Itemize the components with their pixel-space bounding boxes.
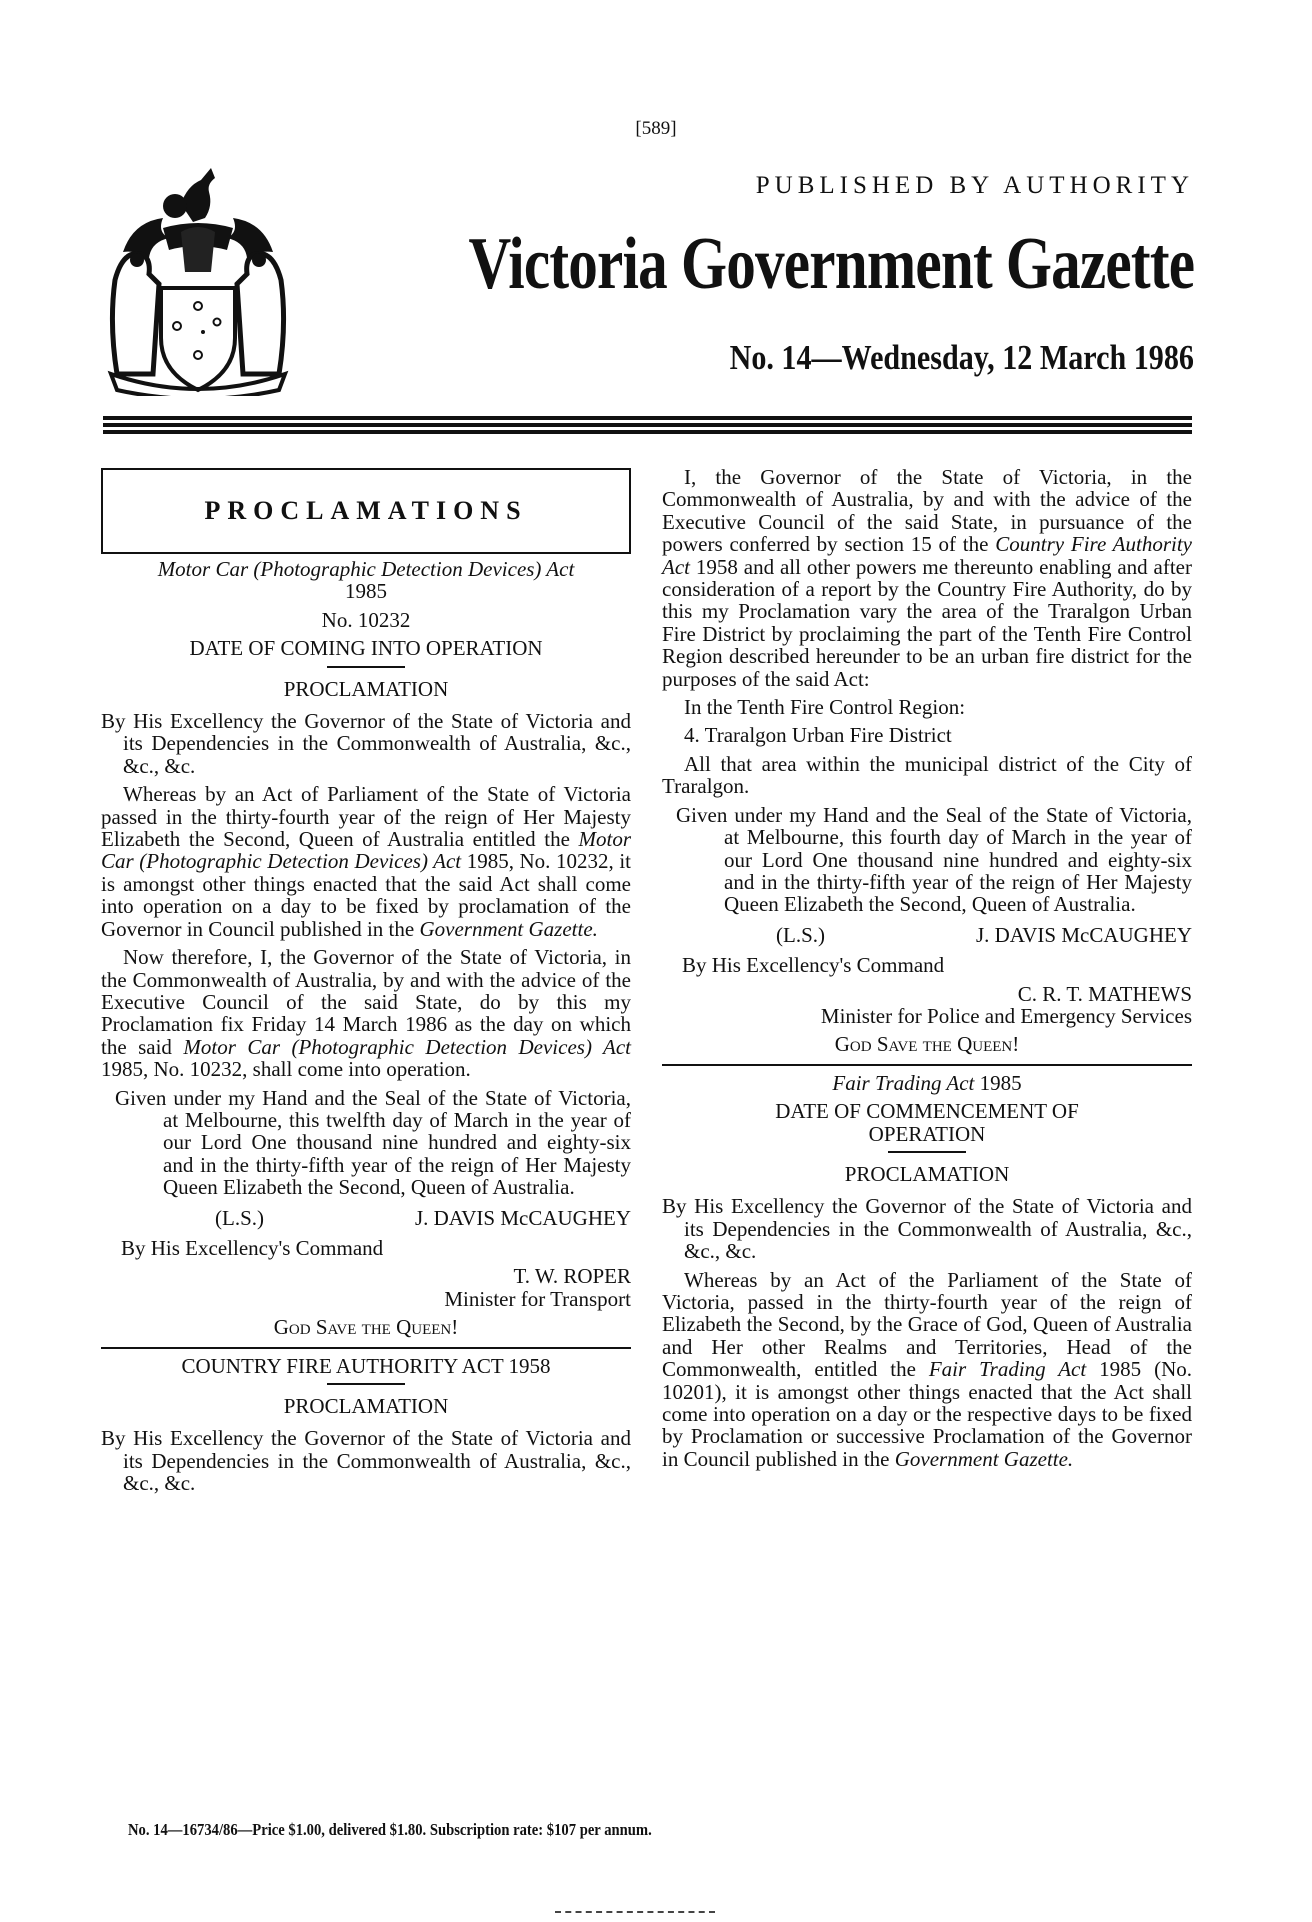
- victoria-coat-of-arms-icon: [103, 160, 293, 396]
- published-by-authority: PUBLISHED BY AUTHORITY: [755, 172, 1194, 199]
- footer-price-line: No. 14—16734/86—Price $1.00, delivered $1.80. Subscription rate: $107 per annum.: [128, 1820, 652, 1839]
- act-number: No. 10232: [321, 607, 411, 632]
- divider: [327, 1383, 405, 1385]
- minister-title: Minister for Transport: [444, 1286, 631, 1311]
- declaration-text: 1958 and all other powers me thereunto enabling and after consideration of a report by the Country Fire Authority, do by this my Proclamation vary the area of the Traralgon Urban Fire District by proclaiming the part of the Tenth Fire Control Region described hereunder to be an urban fire district for the purposes of the said Act:: [662, 554, 1192, 691]
- act-title: [662, 1072, 1192, 1094]
- command-line: By His Excellency's Command: [121, 1235, 384, 1260]
- area-description: All that area within the municipal district of the City of Traralgon.: [662, 751, 1192, 799]
- seal-mark: (L.S.): [776, 922, 825, 947]
- left-column: [101, 468, 631, 1495]
- now-text: Now therefore, I, the Governor of the State of Victoria, in the Commonwealth of Australia, by and with the advice of the Executive Council of the said State, do by this my Proclamation fix Friday 14 March 1986 as the day on which the said: [101, 945, 631, 1059]
- act-year: 1985: [345, 579, 387, 604]
- minister-title: Minister for Police and Emergency Services: [820, 1003, 1192, 1028]
- whereas-paragraph: [101, 783, 631, 940]
- now-text: 1985, No. 10232, shall come into operation.: [101, 1057, 471, 1082]
- god-save-the-queen: God Save the Queen!: [834, 1032, 1020, 1057]
- proclamations-section-box: [101, 468, 631, 554]
- gazette-name: Government Gazette.: [419, 916, 598, 941]
- whereas-text: 1985, No. 10232, it is amongst other things enacted that the said Act shall come into operation on a day to be fixed by proclamation of the Governor in Council published in the: [101, 849, 631, 941]
- section-heading: DATE OF COMING INTO OPERATION: [189, 636, 543, 661]
- governor-declaration: [662, 466, 1192, 690]
- section-title: PROCLAMATIONS: [204, 495, 528, 525]
- minister-name: C. R. T. MATHEWS: [1017, 981, 1192, 1006]
- section-heading: DATE OF COMMENCEMENT OF OPERATION: [775, 1099, 1079, 1146]
- district-line: 4. Traralgon Urban Fire District: [684, 723, 952, 748]
- act-name: Fair Trading Act: [832, 1070, 975, 1095]
- page-edge-marks: [555, 1911, 715, 1915]
- declaration-text: I, the Governor of the State of Victoria, in the Commonwealth of Australia, by and with the advice of the Executive Council of the said State, in pursuance of the powers conferred by section 15 of the: [662, 465, 1192, 557]
- section-heading: COUNTRY FIRE AUTHORITY ACT 1958: [181, 1353, 551, 1378]
- act-name: Country Fire Authority Act: [662, 532, 1193, 579]
- seal-mark: (L.S.): [215, 1205, 264, 1230]
- proclamation-heading: PROCLAMATION: [844, 1161, 1010, 1186]
- given-under-hand: Given under my Hand and the Seal of the State of Victoria, at Melbourne, this fourth day of March in the year of our Lord One thousand nine hundred and eighty-six and in the thirty-fifth year of the reign of Her Majesty Queen Elizabeth the Second, Queen of Australia.: [676, 802, 1192, 917]
- divider: [888, 1151, 966, 1153]
- gazette-title: Victoria Government Gazette: [468, 223, 1194, 305]
- act-name: Motor Car (Photographic Detection Devices) Act: [183, 1034, 631, 1059]
- by-his-excellency: By His Excellency the Governor of the State of Victoria and its Dependencies in the Commonwealth of Australia, &c., &c., &c.: [662, 1194, 1192, 1264]
- given-under-hand: Given under my Hand and the Seal of the State of Victoria, at Melbourne, this twelfth day of March in the year of our Lord One thousand nine hundred and eighty-six and in the thirty-fifth year of the reign of Her Majesty Queen Elizabeth the Second, Queen of Australia.: [115, 1085, 631, 1200]
- divider: [327, 666, 405, 668]
- god-save-the-queen: God Save the Queen!: [273, 1315, 459, 1340]
- proclamation-heading: PROCLAMATION: [283, 1394, 449, 1418]
- by-his-excellency: By His Excellency the Governor of the State of Victoria and its Dependencies in the Commonwealth of Australia, &c., &c., &c.: [101, 1426, 631, 1496]
- signature-row: [662, 924, 1192, 946]
- act-year: 1985: [974, 1070, 1022, 1095]
- by-his-excellency: By His Excellency the Governor of the State of Victoria and its Dependencies in the Commonwealth of Australia, &c., &c., &c.: [101, 709, 631, 778]
- act-title: Motor Car (Photographic Detection Devices) Act: [157, 557, 575, 581]
- act-name: Motor Car (Photographic Detection Devices) Act: [101, 827, 631, 874]
- governor-name: J. DAVIS McCAUGHEY: [414, 1205, 631, 1230]
- region-line: In the Tenth Fire Control Region:: [684, 695, 966, 720]
- proclamation-heading: PROCLAMATION: [283, 676, 449, 701]
- whereas-paragraph: [662, 1269, 1192, 1471]
- whereas-text: 1985 (No. 10201), it is amongst other things enacted that the Act shall come into operation on a day or the respective days to be fixed by Proclamation or successive Proclamation of the Governor in Council published in the: [662, 1357, 1192, 1471]
- whereas-text: Whereas by an Act of the Parliament of the State of Victoria, passed in the thirty-fourth year of the reign of Elizabeth the Second, by the Grace of God, Queen of Australia and Her other Realms and Territories, Head of the Commonwealth, entitled the: [662, 1267, 1192, 1382]
- section-divider: [101, 1347, 631, 1349]
- now-therefore-paragraph: [101, 946, 631, 1080]
- governor-name: J. DAVIS McCAUGHEY: [975, 922, 1192, 947]
- issue-date: No. 14—Wednesday, 12 March 1986: [729, 338, 1194, 377]
- act-name: Fair Trading Act: [928, 1357, 1087, 1382]
- command-line: By His Excellency's Command: [682, 953, 945, 978]
- gazette-name: Government Gazette.: [894, 1446, 1074, 1471]
- minister-name: T. W. ROPER: [513, 1264, 631, 1289]
- page-number: [589]: [635, 118, 677, 139]
- whereas-text: Whereas by an Act of Parliament of the State of Victoria passed in the thirty-fourth year of the reign of Her Majesty Elizabeth the Second, Queen of Australia entitled the: [101, 782, 631, 852]
- signature-row: [101, 1207, 631, 1229]
- right-column: [662, 466, 1192, 1470]
- header-triple-rule: [103, 416, 1192, 437]
- section-divider: [662, 1064, 1192, 1066]
